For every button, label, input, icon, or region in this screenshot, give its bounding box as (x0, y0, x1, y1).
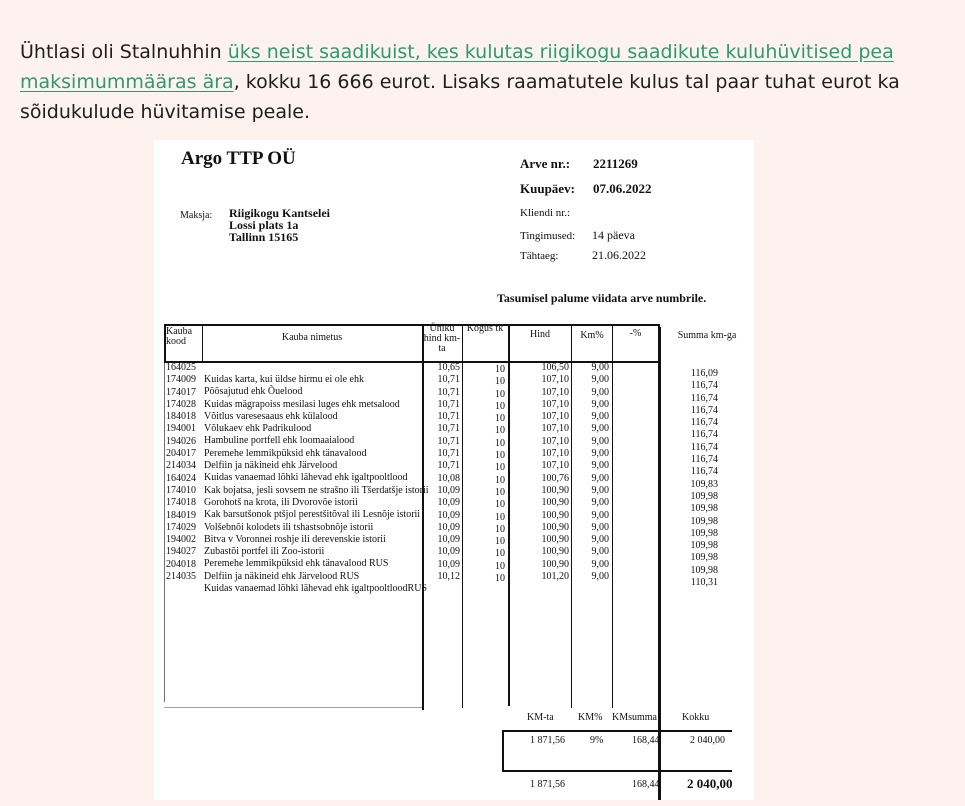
item-sum: 109,98 (690, 490, 718, 502)
item-vat: 9,00 (591, 472, 609, 484)
header-price: Hind (530, 329, 550, 340)
item-price: 100,90 (541, 497, 569, 509)
item-price: 106,50 (541, 362, 569, 373)
item-vat: 9,00 (591, 460, 609, 472)
totals-header-total: Kokku (682, 712, 710, 723)
item-vat: 9,00 (591, 484, 609, 496)
totals-vatsum: 168,44 (632, 735, 660, 746)
item-name: Zubastõi portfel ili Zoo-istorii (204, 546, 325, 558)
item-qty: 10 (495, 376, 505, 388)
terms-label: Tingimused: (520, 230, 576, 242)
item-price: 107,10 (541, 386, 569, 398)
item-vat: 9,00 (591, 448, 609, 460)
intro-text-after: , kokku 16 666 eurot. Lisaks raamatutele kulus tal paar tuhat eurot ka sõidukulude hüvitamise peale. (20, 71, 900, 123)
item-vat: 9,00 (591, 509, 609, 521)
item-code: 174010 (166, 484, 196, 496)
item-sum: 109,98 (690, 527, 718, 539)
item-unit-price: 10,09 (437, 558, 460, 570)
invoice-image (154, 140, 754, 800)
item-qty: 10 (495, 511, 505, 523)
totals-net: 1 871,56 (530, 735, 565, 746)
item-unit-price: 10,09 (437, 484, 460, 496)
item-vat: 9,00 (591, 411, 609, 423)
item-qty: 10 (495, 425, 505, 437)
invoice-date-label: Kuupäev: (520, 181, 575, 196)
item-sum: 109,98 (690, 540, 718, 552)
header-name: Kauba nimetus (281, 332, 343, 343)
column-vats (572, 362, 609, 583)
item-price: 107,10 (541, 423, 569, 435)
header-vat: Km% (580, 330, 604, 341)
item-unit-price: 10,09 (437, 546, 460, 558)
item-qty: 10 (495, 560, 505, 572)
item-sum: 116,74 (690, 417, 718, 429)
item-qty: 10 (495, 364, 505, 375)
payer-label: Maksja: (180, 210, 213, 221)
item-unit-price: 10,09 (437, 509, 460, 521)
item-qty: 10 (495, 437, 505, 449)
item-unit-price: 10,71 (437, 423, 460, 435)
item-name: Delfiin ja näkineid ehk Järvelood (204, 460, 338, 472)
header-qty: Kogus tk (466, 323, 504, 334)
item-sum: 109,98 (690, 552, 718, 564)
article-link[interactable]: üks neist saadikuist, kes kulutas riigikogu saadikute kuluhüvitised pea maksimummääras ära (20, 41, 894, 93)
item-price: 107,10 (541, 435, 569, 447)
item-code: 194027 (166, 546, 196, 558)
header-code: Kauba kood (166, 326, 193, 347)
invoice-date: 07.06.2022 (593, 181, 652, 196)
terms-row (520, 228, 635, 243)
column-divider (462, 324, 463, 708)
item-vat: 9,00 (591, 362, 609, 373)
item-vat: 9,00 (591, 546, 609, 558)
totals-header-vat: KM% (578, 712, 603, 723)
item-code: 194001 (166, 423, 196, 435)
item-price: 107,10 (541, 460, 569, 472)
item-name: Kak bojatsa, jesli sovsem ne strašno ili Tšerdatšje istorii (204, 484, 429, 496)
item-qty: 10 (495, 413, 505, 425)
item-name: Hambuline portfell ehk loomaaialood (204, 435, 355, 447)
intro-paragraph (20, 37, 950, 127)
item-unit-price: 10,71 (437, 460, 460, 472)
item-price: 107,10 (541, 411, 569, 423)
item-qty: 10 (495, 499, 505, 511)
item-vat: 9,00 (591, 386, 609, 398)
totals-vat: 9% (590, 735, 604, 746)
item-code: 204018 (166, 558, 196, 570)
intro-text-before: Ühtlasi oli Stalnuhhin (20, 41, 228, 63)
item-price: 100,76 (541, 472, 569, 484)
item-price: 107,10 (541, 448, 569, 460)
item-price: 100,90 (541, 484, 569, 496)
item-name: Võlukaev ehk Padrikulood (204, 423, 312, 435)
payer-line: Tallinn 15165 (229, 230, 299, 244)
item-unit-price: 10,09 (437, 521, 460, 533)
invoice-number-label: Arve nr.: (520, 156, 571, 171)
payer-line: Lossi plats 1a (229, 218, 299, 232)
item-unit-price: 10,65 (437, 362, 460, 373)
item-code: 174029 (166, 521, 196, 533)
item-qty: 10 (495, 474, 505, 486)
column-divider (202, 324, 203, 362)
table-border-left-body (164, 362, 165, 702)
item-qty: 10 (495, 462, 505, 474)
item-sum: 116,74 (690, 454, 718, 466)
item-price: 100,90 (541, 509, 569, 521)
item-sum: 109,83 (690, 478, 718, 490)
item-name: Peremehe lemmikpüksid ehk tänavalood RUS (204, 558, 389, 570)
item-code: 184019 (166, 509, 196, 521)
item-vat: 9,00 (591, 374, 609, 386)
due-date-label: Tähtaeg: (520, 250, 559, 262)
item-code: 174009 (166, 374, 196, 386)
item-sum: 109,98 (690, 515, 718, 527)
totals-header-vatsum: KMsumma (612, 712, 657, 723)
final-vatsum: 168,44 (632, 779, 660, 790)
terms-value: 14 päeva (592, 228, 635, 242)
item-price: 107,10 (541, 374, 569, 386)
item-name: Kuidas vanaemad lõhki lähevad ehk igaltpooltlood (204, 472, 408, 484)
item-code: 194026 (166, 435, 196, 447)
item-qty: 10 (495, 548, 505, 560)
item-unit-price: 10,71 (437, 386, 460, 398)
due-date: 21.06.2022 (592, 248, 646, 262)
client-number-row (520, 207, 592, 219)
item-qty: 10 (495, 450, 505, 462)
item-unit-price: 10,71 (437, 398, 460, 410)
totals-line (502, 770, 732, 772)
column-names (204, 374, 429, 595)
item-qty: 10 (495, 523, 505, 535)
column-sums (660, 368, 718, 589)
item-price: 107,10 (541, 398, 569, 410)
invoice-number: 2211269 (593, 156, 638, 171)
item-price: 100,90 (541, 534, 569, 546)
item-code: 204017 (166, 448, 196, 460)
item-name: Bitva v Voronnei roshje ili derevenskie istorii (204, 533, 386, 545)
item-qty: 10 (495, 388, 505, 400)
item-unit-price: 10,71 (437, 411, 460, 423)
item-code: 194002 (166, 534, 196, 546)
item-vat: 9,00 (591, 558, 609, 570)
item-sum: 116,74 (690, 441, 718, 453)
item-vat: 9,00 (591, 435, 609, 447)
item-unit-price: 10,71 (437, 448, 460, 460)
invoice-number-row (520, 156, 638, 172)
item-unit-price: 10,09 (437, 534, 460, 546)
item-unit-price: 10,12 (437, 571, 460, 583)
item-code: 174017 (166, 386, 196, 398)
column-qtys (495, 364, 505, 585)
item-name: Delfiin ja näkineid ehk Järvelood RUS (204, 570, 360, 582)
item-qty: 10 (495, 573, 505, 585)
item-code: 174028 (166, 398, 196, 410)
item-sum: 109,98 (690, 503, 718, 515)
item-unit-price: 10,08 (437, 472, 460, 484)
item-name: Peremehe lemmikpüksid ehk tänavalood (204, 447, 367, 459)
item-vat: 9,00 (591, 534, 609, 546)
column-unit-prices (422, 362, 460, 583)
item-sum: 116,74 (690, 404, 718, 416)
item-name: Põõsajutud ehk Õuelood (204, 386, 303, 398)
item-name: Volšebnõi kolodets ili tshastsobnõje istorii (204, 521, 374, 533)
item-vat: 9,00 (591, 423, 609, 435)
item-sum: 109,98 (690, 564, 718, 576)
item-vat: 9,00 (591, 571, 609, 583)
header-discount: -% (629, 328, 642, 339)
item-code: 184018 (166, 411, 196, 423)
payment-notice: Tasumisel palume viidata arve numbrile. (497, 291, 707, 305)
item-code: 214034 (166, 460, 196, 472)
item-name: Võitlus varesesaaus ehk külalood (204, 410, 338, 422)
item-vat: 9,00 (591, 398, 609, 410)
item-name: Kuidas mägrapoiss mesilasi luges ehk metsalood (204, 398, 400, 410)
item-vat: 9,00 (591, 521, 609, 533)
totals-box-left (502, 730, 504, 772)
header-unit-price: Ühiku hind km-ta (423, 323, 461, 354)
item-code: 174018 (166, 497, 196, 509)
item-sum: 116,74 (690, 466, 718, 478)
totals-header-net: KM-ta (527, 712, 554, 723)
payer-address (229, 207, 330, 243)
item-price: 100,90 (541, 558, 569, 570)
payer-line: Riigikogu Kantselei (229, 206, 331, 220)
item-name: Gorohotš na krota, ili Dvorovõe istorii (204, 496, 358, 508)
item-price: 100,90 (541, 546, 569, 558)
item-qty: 10 (495, 536, 505, 548)
item-unit-price: 10,71 (437, 374, 460, 386)
item-code: 214035 (166, 571, 196, 583)
totals-line (502, 730, 732, 732)
header-sum: Summa km-ga (677, 330, 737, 341)
table-border-top (164, 324, 658, 326)
item-code: 164025 (166, 362, 196, 373)
invoice-date-row (520, 181, 652, 197)
item-name: Kak barsutšonok ptšjol perestšitõval ili Lesnõje istorii (204, 509, 421, 521)
item-qty: 10 (495, 400, 505, 412)
client-number-label: Kliendi nr.: (520, 207, 571, 219)
final-net: 1 871,56 (530, 779, 565, 790)
item-vat: 9,00 (591, 497, 609, 509)
item-price: 101,20 (541, 571, 569, 583)
item-name: Kuidas karta, kui üldse hirmu ei ole ehk (204, 374, 364, 385)
item-sum: 116,74 (690, 380, 718, 392)
table-border-bottom (164, 707, 422, 708)
item-sum: 116,74 (690, 429, 718, 441)
item-sum: 116,09 (690, 368, 718, 379)
item-qty: 10 (495, 486, 505, 498)
column-prices (509, 362, 569, 583)
company-name: Argo TTP OÜ (181, 148, 296, 169)
item-name: Kuidas vanaemad lõhki lähevad ehk igaltpooltloodRUS (204, 583, 428, 595)
item-unit-price: 10,71 (437, 435, 460, 447)
item-sum: 116,74 (690, 392, 718, 404)
item-code: 164024 (166, 472, 196, 484)
due-date-row (520, 248, 646, 263)
totals-total: 2 040,00 (690, 735, 725, 746)
item-price: 100,90 (541, 521, 569, 533)
item-sum: 110,31 (690, 577, 718, 589)
final-total: 2 040,00 (687, 776, 733, 791)
column-codes (166, 362, 196, 583)
item-unit-price: 10,09 (437, 497, 460, 509)
column-divider (612, 324, 613, 708)
